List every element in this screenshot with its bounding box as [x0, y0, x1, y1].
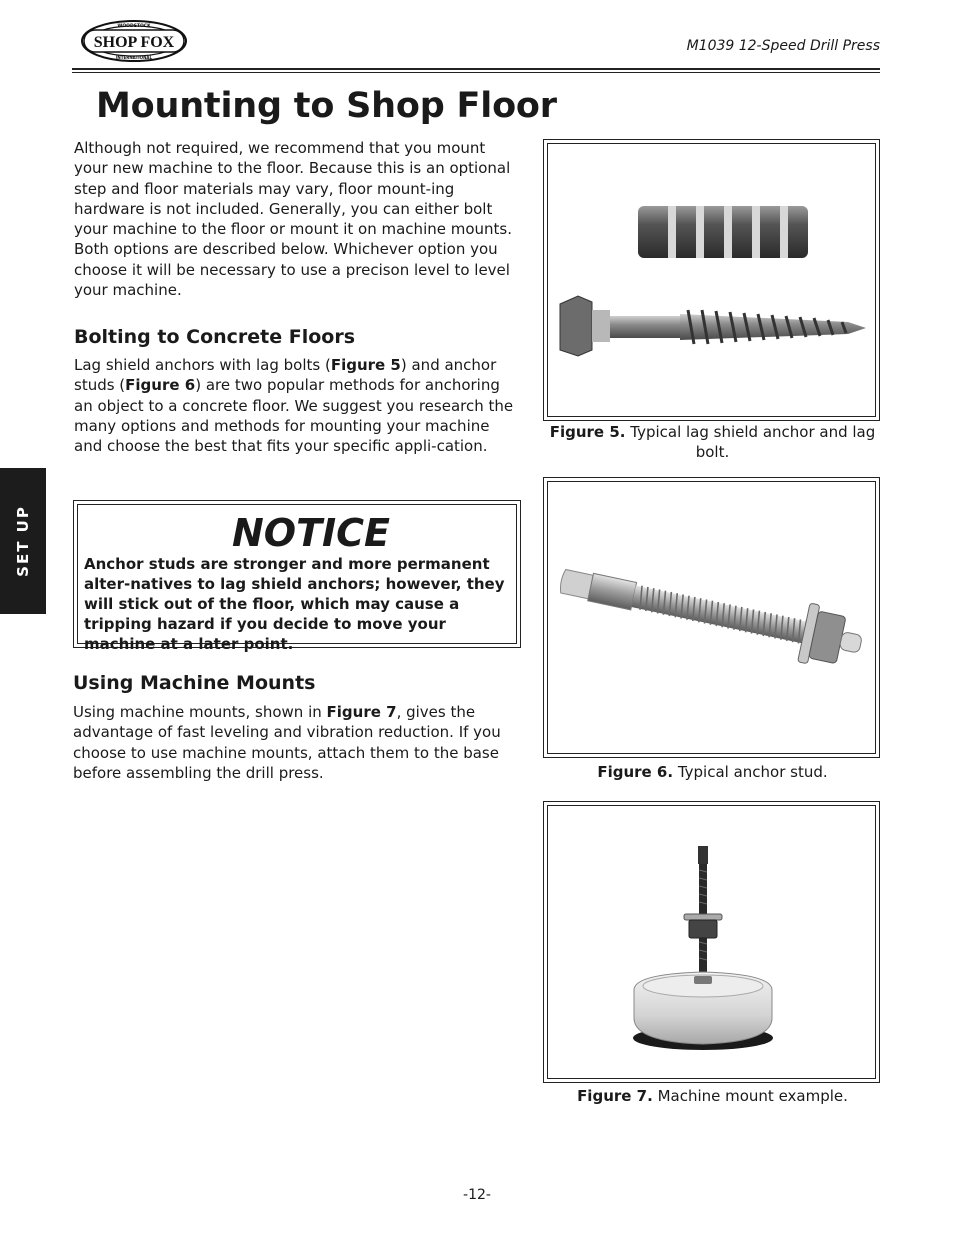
machine-mount-image: [548, 806, 875, 1078]
shop-fox-logo: [80, 18, 190, 64]
bolting-paragraph: Lag shield anchors with lag bolts (Figure 5) and anchor studs (Figure 6) are two popular methods for anchoring an object to a concrete floor. We suggest you research the many options and methods for mounting your machine and choose the best that fits your specific appli-cation.: [74, 356, 514, 456]
svg-text:INTERNATIONAL: INTERNATIONAL: [115, 55, 153, 60]
intro-paragraph: Although not required, we recommend that you mount your new machine to the floor. Because this is an optional step and floor materials may vary, floor mount-ing hardware is not included. Generally, you can either bolt your machine to the floor or mount it on machine mounts. Both options are described below. Whichever option you choose it will be necessary to use a precison level to level your machine.: [74, 139, 513, 300]
anchor-stud-image: [548, 482, 875, 753]
section-side-tab: [0, 468, 46, 614]
figure-7-frame: [543, 801, 880, 1083]
header-rule-thin: [72, 72, 880, 73]
figure-5-frame: [543, 139, 880, 421]
page-title: Mounting to Shop Floor: [96, 86, 557, 126]
svg-text:WOODSTOCK: WOODSTOCK: [117, 24, 151, 29]
figure-7-reference: Figure 7: [326, 703, 397, 721]
svg-text:SHOP FOX: SHOP FOX: [93, 34, 175, 51]
machine-mounts-paragraph: Using machine mounts, shown in Figure 7, gives the advantage of fast leveling and vibration reduction. If you choose to use machine mounts, attach them to the base before assembling the drill press.: [73, 703, 501, 782]
document-title: M1039 12-Speed Drill Press: [686, 38, 880, 54]
figure-6-frame: [543, 477, 880, 758]
machine-mounts-heading: Using Machine Mounts: [73, 672, 316, 694]
figure-5-reference: Figure 5: [330, 356, 401, 374]
bolting-heading: Bolting to Concrete Floors: [74, 326, 356, 348]
page-number: -12-: [463, 1187, 491, 1203]
notice-box: [73, 500, 521, 653]
notice-text: Anchor studs are stronger and more permanent alter-natives to lag shield anchors; however, they will stick out of the floor, which may cause a tripping hazard if you decide to move your machine at a later point.: [84, 555, 505, 653]
notice-title: NOTICE: [232, 511, 391, 555]
figure-6-reference: Figure 6: [125, 376, 196, 395]
figure-5-caption: Figure 5. Typical lag shield anchor and lag bolt.: [549, 423, 876, 461]
header-rule: [72, 68, 880, 70]
side-tab-label: SET UP: [14, 505, 32, 577]
lag-shield-anchor-and-lag-bolt-image: [548, 144, 875, 416]
figure-6-caption: Figure 6. Typical anchor stud.: [597, 763, 828, 781]
figure-7-caption: Figure 7. Machine mount example.: [577, 1087, 848, 1105]
